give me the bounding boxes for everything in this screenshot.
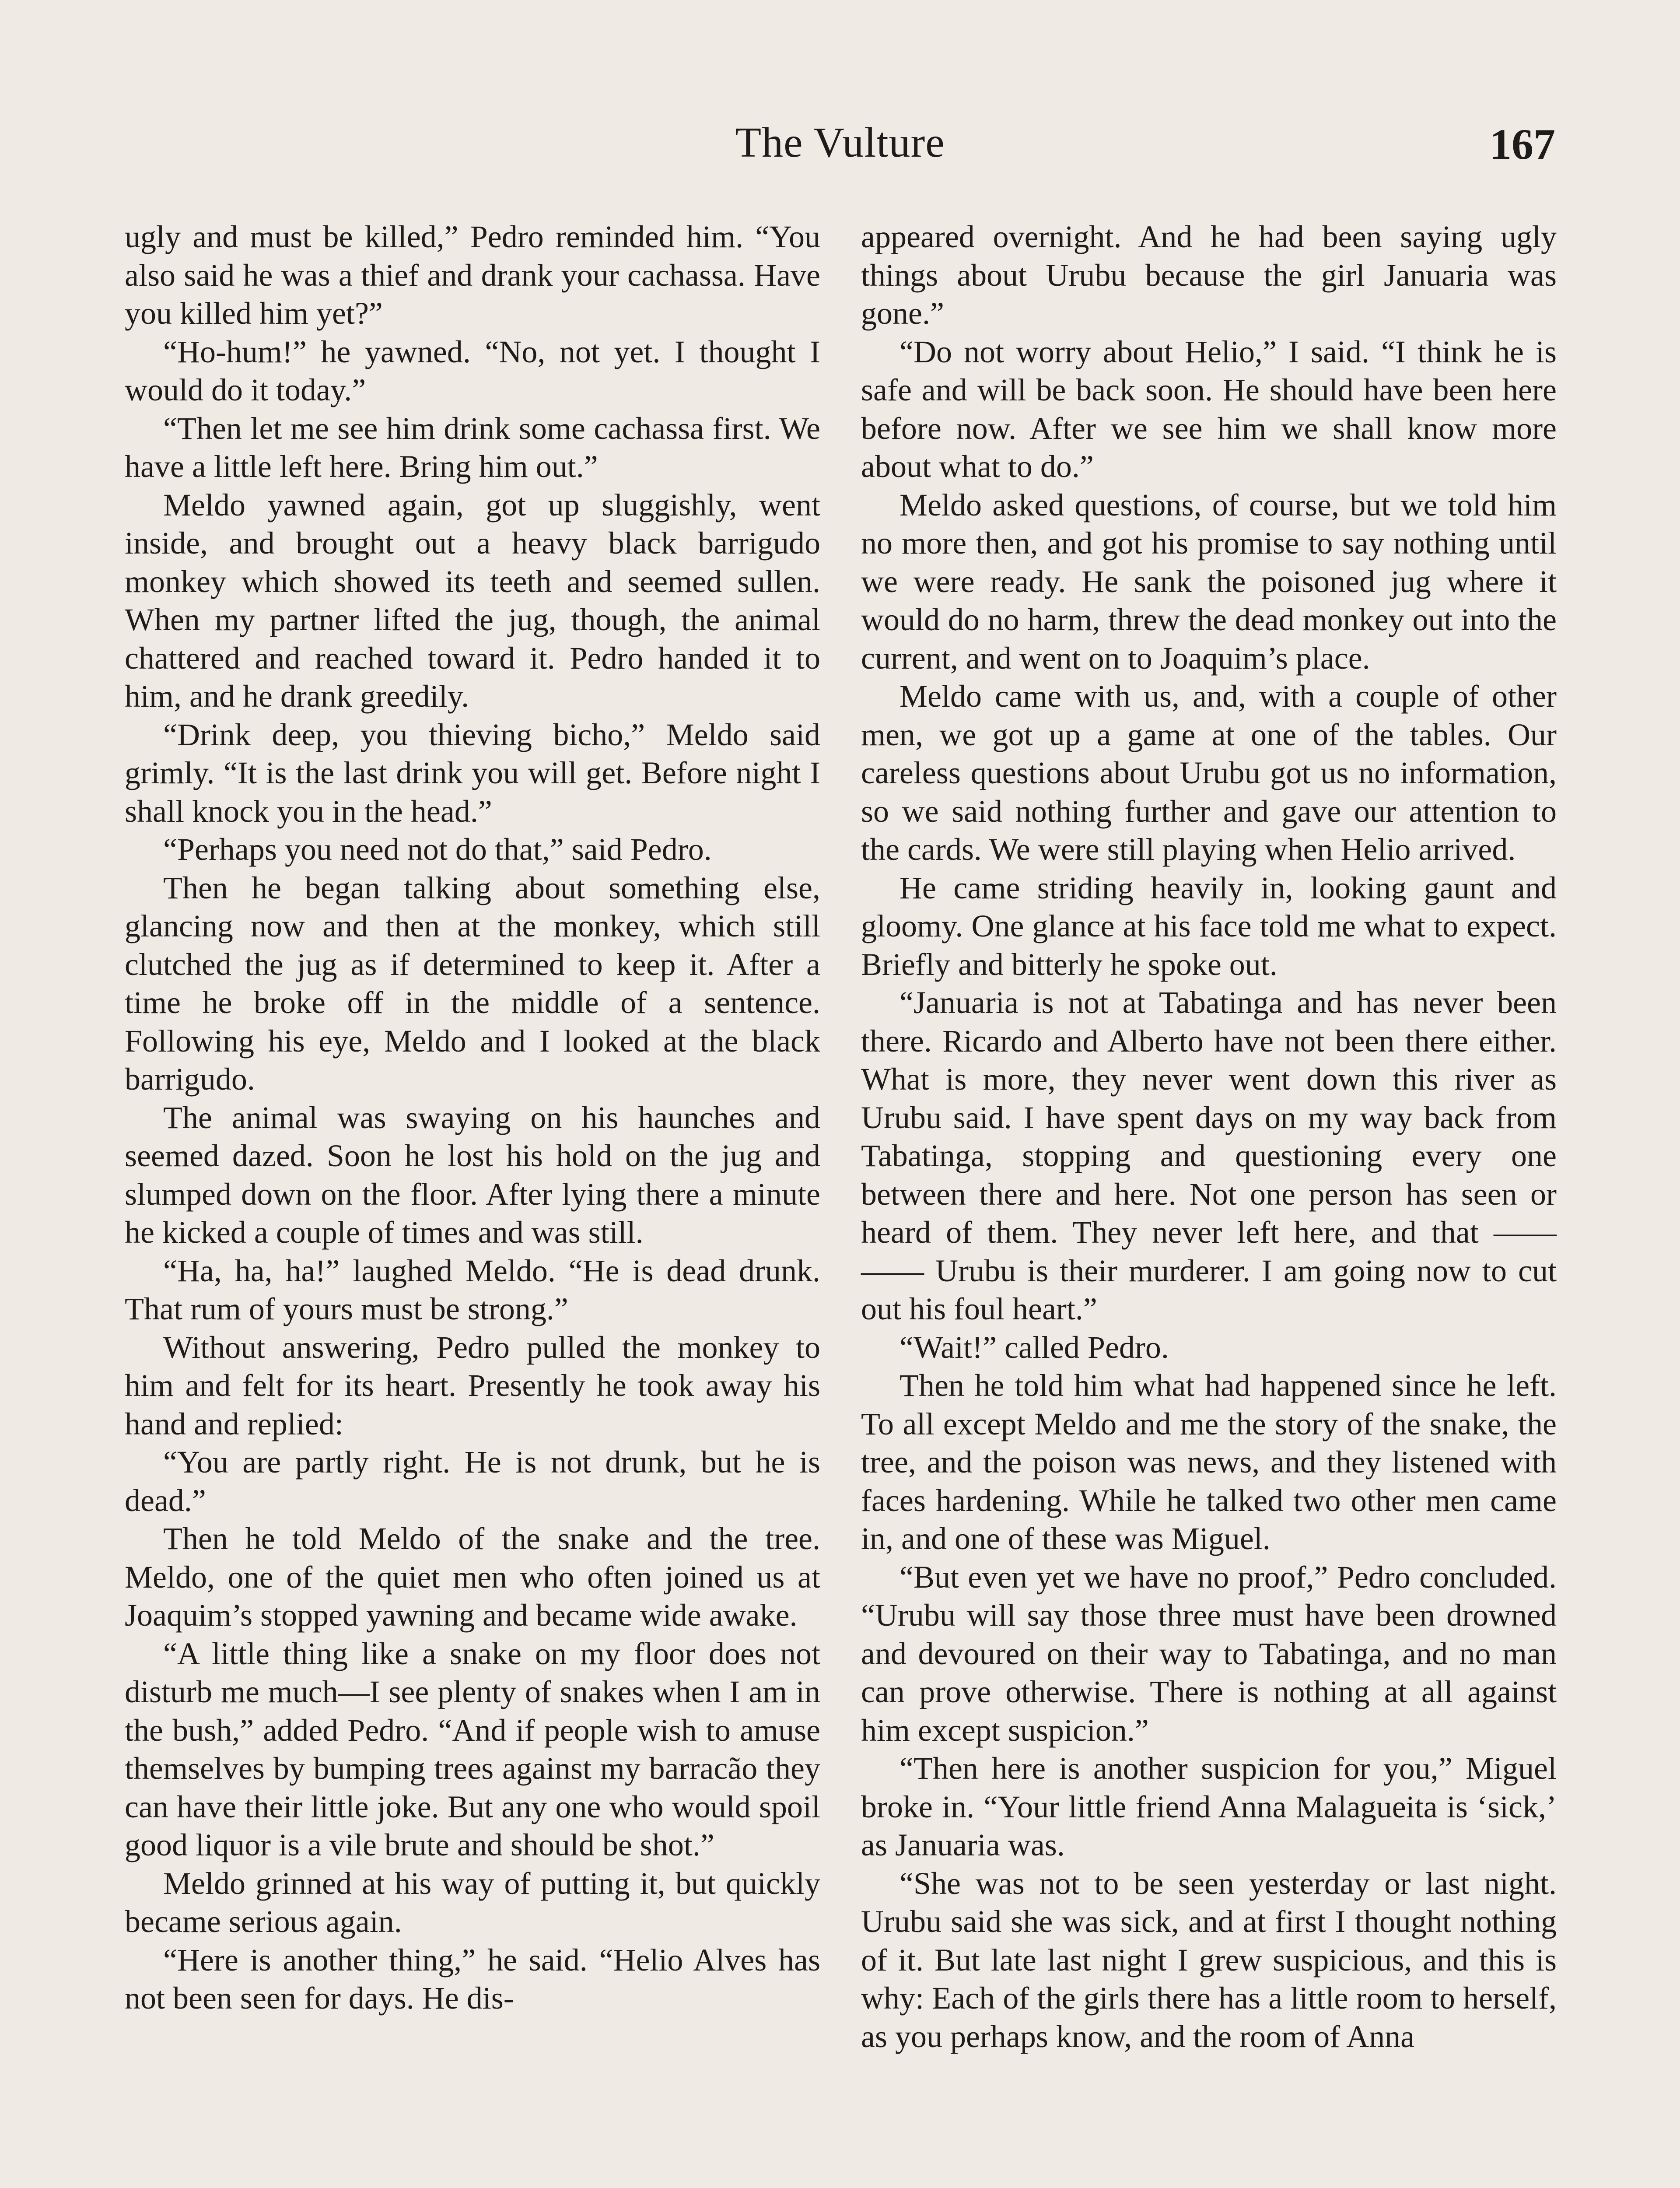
right-column: [861, 218, 1557, 2056]
paragraph: ugly and must be killed,” Pedro reminded him. “You also said he was a thief and drank your cachassa. Have you killed him yet?”: [125, 219, 820, 331]
paragraph: “Then here is another suspicion for you,” Miguel broke in. “Your little friend Anna Malagueita is ‘sick,’ as Januaria was.: [861, 1751, 1557, 1862]
paragraph: “A little thing like a snake on my floor does not disturb me much—I see plenty of snakes when I am in the bush,” added Pedro. “And if people wish to amuse themselves by bumping trees against my barracão they can have their little joke. But any one who would spoil good liquor is a vile brute and should be shot.”: [125, 1636, 820, 1862]
paragraph: “Then let me see him drink some cachassa first. We have a little left here. Bring him out.”: [125, 410, 820, 484]
paragraph: Meldo grinned at his way of putting it, but quickly became serious again.: [125, 1865, 820, 1939]
paragraph: Then he told him what had happened since he left. To all except Meldo and me the story of the snake, the tree, and the poison was news, and they listened with faces hardening. While he talked two other men came in, and one of these was Miguel.: [861, 1368, 1557, 1556]
running-header: [125, 118, 1555, 184]
paragraph: He came striding heavily in, looking gaunt and gloomy. One glance at his face told me what to expect. Briefly and bitterly he spoke out.: [861, 870, 1557, 982]
paragraph: “Ha, ha, ha!” laughed Meldo. “He is dead drunk. That rum of yours must be strong.”: [125, 1253, 820, 1326]
paragraph: “Januaria is not at Tabatinga and has never been there. Ricardo and Alberto have not been there either. What is more, they never went down this river as Urubu said. I have spent days on my way back from Tabatinga, stopping and questioning every one between there and here. Not one person has seen or heard of them. They never left here, and that —— —— Urubu is their murderer. I am going now to cut out his foul heart.”: [861, 985, 1557, 1326]
paragraph: “Do not worry about Helio,” I said. “I think he is safe and will be back soon. He should have been here before now. After we see him we shall know more about what to do.”: [861, 334, 1557, 484]
paragraph: Then he began talking about something else, glancing now and then at the monkey, which still clutched the jug as if determined to keep it. After a time he broke off in the middle of a sentence. Following his eye, Meldo and I looked at the black barrigudo.: [125, 870, 820, 1097]
page-number: 167: [1490, 120, 1555, 168]
paragraph: Without answering, Pedro pulled the monkey to him and felt for its heart. Presently he took away his hand and replied:: [125, 1329, 820, 1441]
paragraph: “She was not to be seen yesterday or last night. Urubu said she was sick, and at first I thought nothing of it. But late last night I grew suspicious, and this is why: Each of the girls there has a little room to herself, as you perhaps know, and the room of Anna: [861, 1865, 1557, 2054]
paragraph: “Wait!” called Pedro.: [900, 1329, 1169, 1365]
paragraph: Then he told Meldo of the snake and the tree. Meldo, one of the quiet men who often joined us at Joaquim’s stopped yawning and became wide awake.: [125, 1521, 820, 1633]
paragraph: “Here is another thing,” he said. “Helio Alves has not been seen for days. He dis-: [125, 1942, 820, 2016]
paragraph: “Perhaps you need not do that,” said Pedro.: [163, 832, 712, 867]
paragraph: “You are partly right. He is not drunk, but he is dead.”: [125, 1445, 820, 1518]
paragraph: Meldo came with us, and, with a couple of other men, we got up a game at one of the tables. Our careless questions about Urubu got us no information, so we said nothing further and gave our attention to the cards. We were still playing when Helio arrived.: [861, 679, 1557, 867]
paragraph: Meldo yawned again, got up sluggishly, went inside, and brought out a heavy black barrigudo monkey which showed its teeth and seemed sullen. When my partner lifted the jug, though, the animal chattered and reached toward it. Pedro handed it to him, and he drank greedily.: [125, 487, 820, 714]
paragraph: Meldo asked questions, of course, but we told him no more then, and got his promise to say nothing until we were ready. He sank the poisoned jug where it would do no harm, threw the dead monkey out into the current, and went on to Joaquim’s place.: [861, 487, 1557, 676]
paragraph: “Drink deep, you thieving bicho,” Meldo said grimly. “It is the last drink you will get. Before night I shall knock you in the head.”: [125, 717, 820, 829]
paragraph: “But even yet we have no proof,” Pedro concluded. “Urubu will say those three must have been drowned and devoured on their way to Tabatinga, and no man can prove otherwise. There is nothing at all against him except suspicion.”: [861, 1559, 1557, 1748]
paragraph: “Ho-hum!” he yawned. “No, not yet. I thought I would do it today.”: [125, 334, 820, 407]
paragraph: The animal was swaying on his haunches and seemed dazed. Soon he lost his hold on the jug and slumped down on the floor. After lying there a minute he kicked a couple of times and was still.: [125, 1100, 820, 1250]
left-column: [125, 218, 820, 2018]
paragraph: appeared overnight. And he had been saying ugly things about Urubu because the girl Januaria was gone.”: [861, 219, 1557, 331]
running-title: The Vulture: [735, 119, 945, 166]
